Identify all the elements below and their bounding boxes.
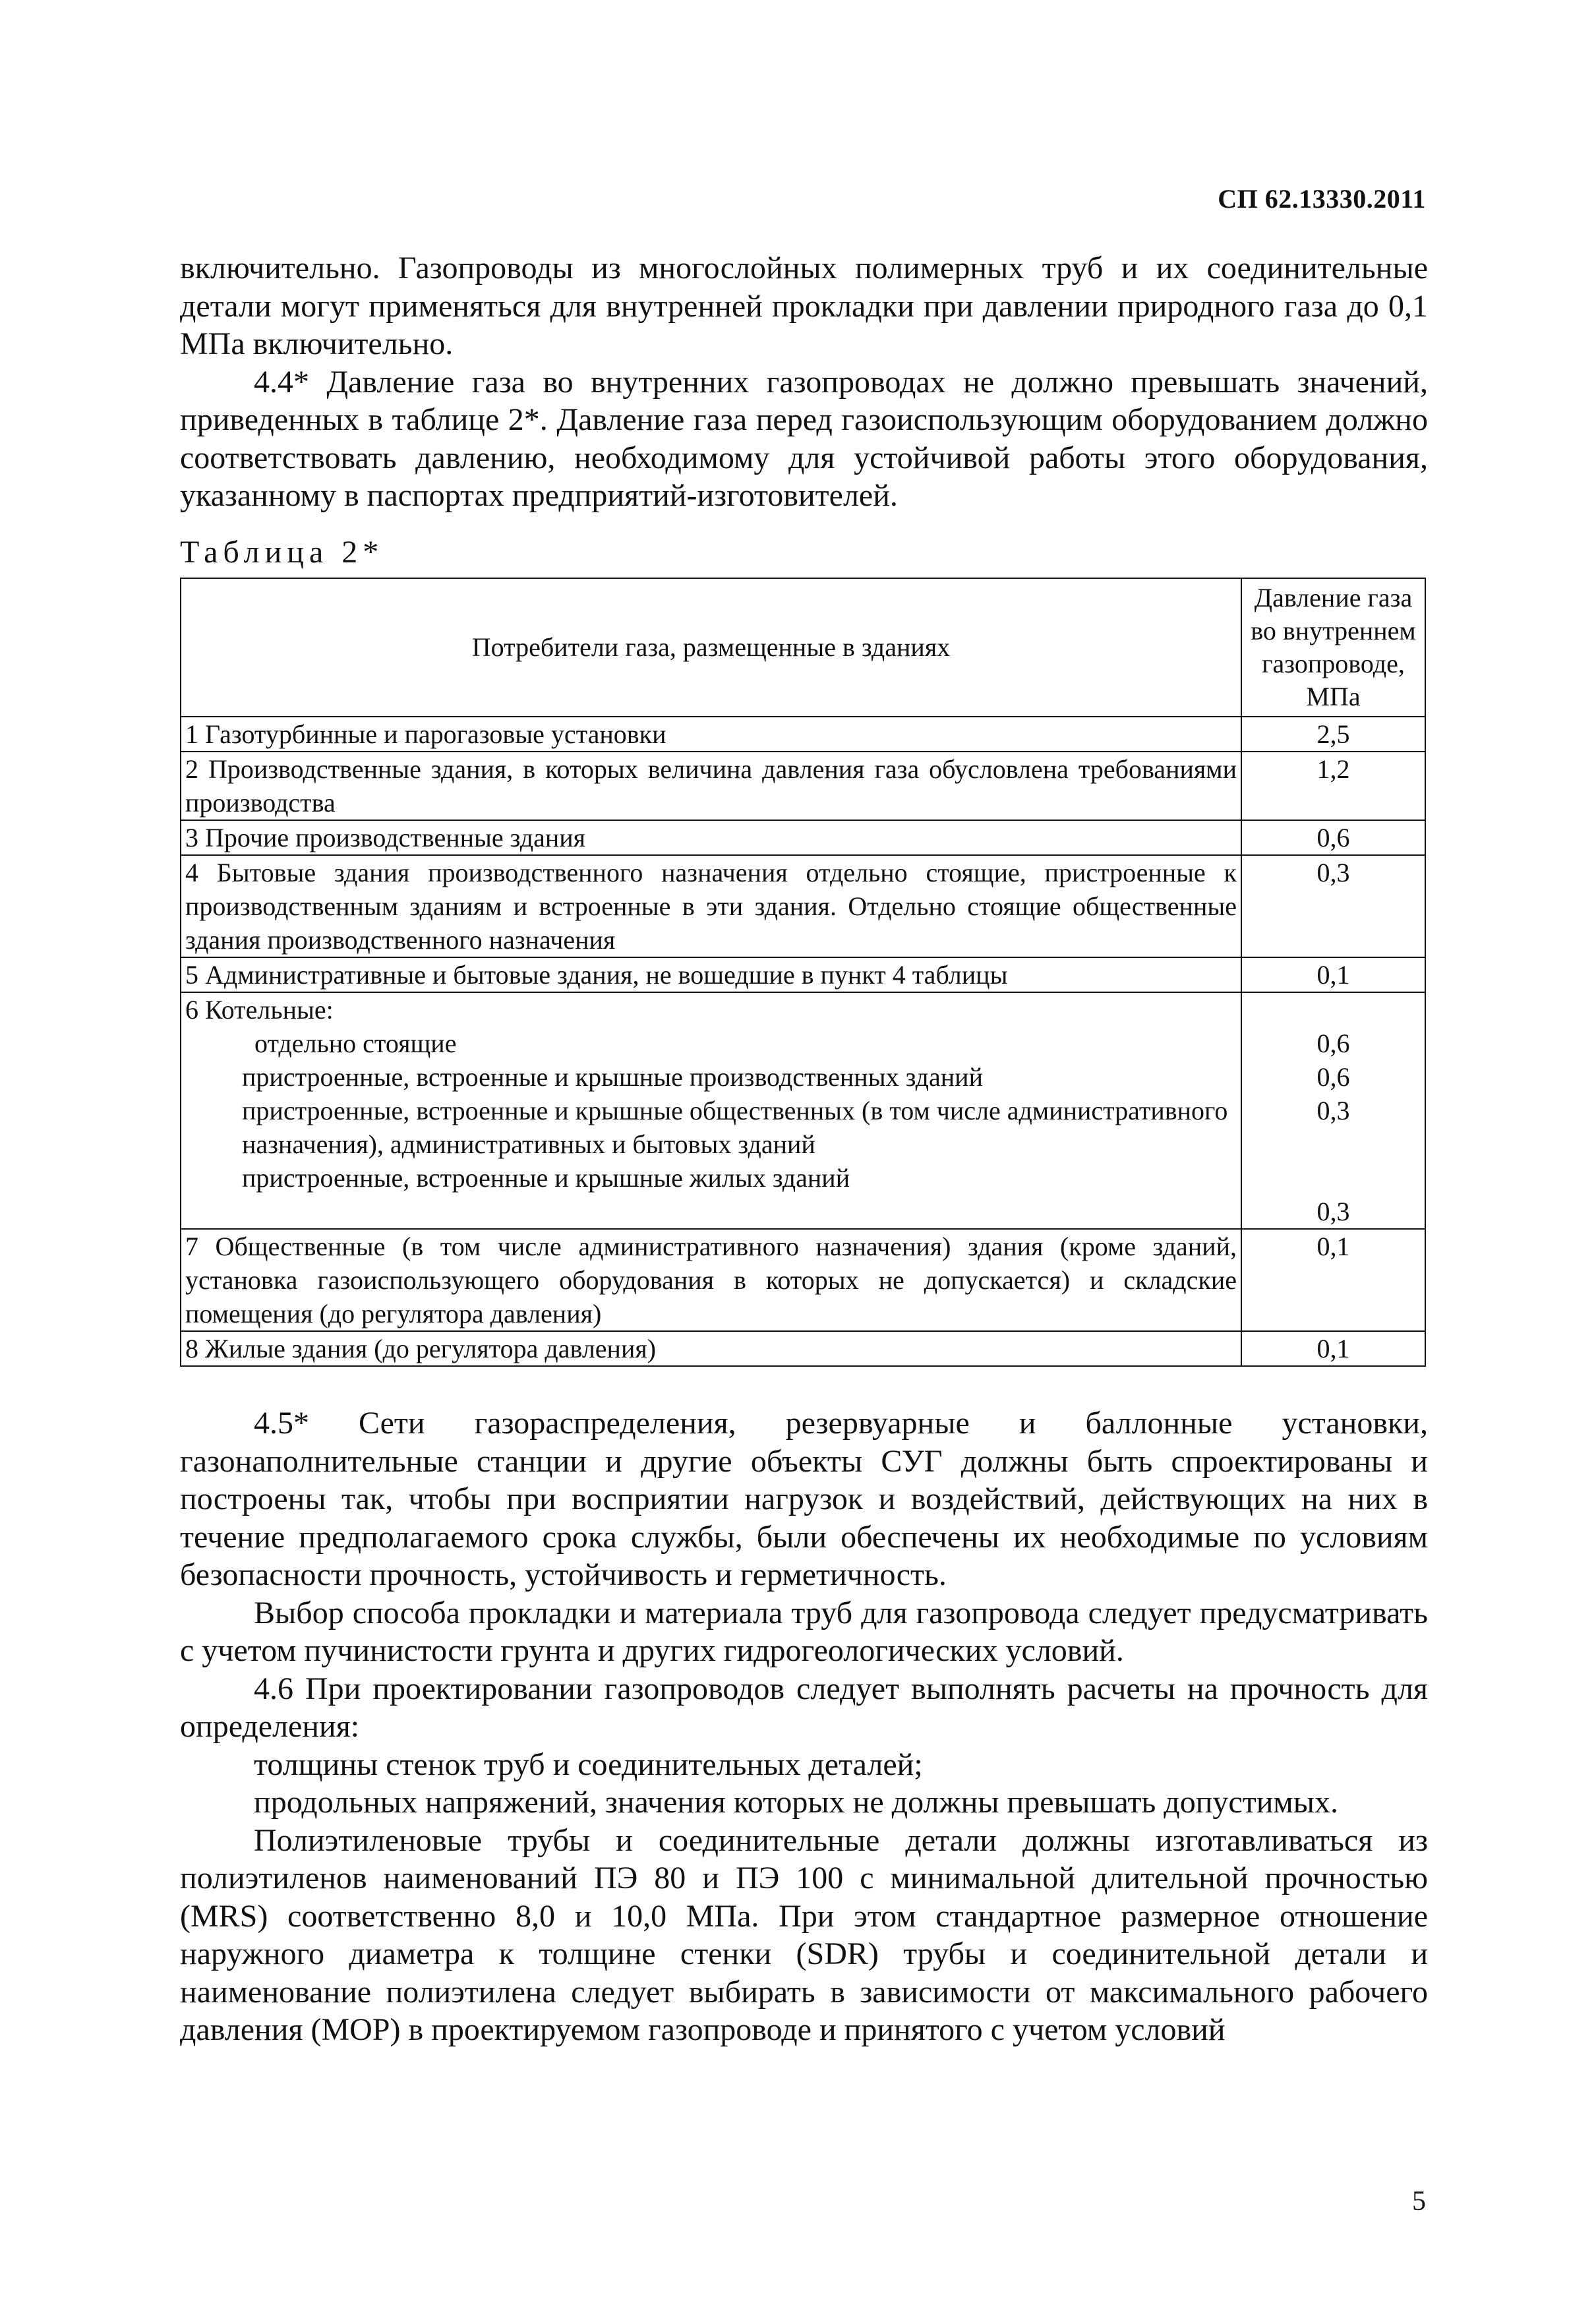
consumer-cell: 3 Прочие производственные здания <box>181 820 1241 855</box>
body-paragraph: 4.6 При проектировании газопроводов следует выполнять расчеты на прочность для определения: <box>180 1671 1428 1744</box>
pressure-cell: 0,6 <box>1241 820 1425 855</box>
consumer-cell: 4 Бытовые здания производственного назначения отдельно стоящие, пристроенные к производственным зданиям и встроенные в эти здания. Отдельно стоящие общественные здания производственного назначения <box>181 855 1241 957</box>
boiler-item-label: отдельно стоящие <box>254 1029 457 1058</box>
boiler-item-pressure: 0,6 <box>1316 1029 1350 1058</box>
intro-paragraph-2: 4.4* Давление газа во внутренних газопроводах не должно превышать значений, приведенных в таблице 2*. Давление газа перед газоиспользующим оборудованием должно соответствовать давлению, необходимому для устойчивой работы этого оборудования, указанному в паспортах предприятий-изготовителей. <box>180 364 1428 513</box>
pressure-cell: 0,3 <box>1241 855 1425 957</box>
body-paragraph: толщины стенок труб и соединительных деталей; <box>254 1746 923 1782</box>
consumer-cell: 2 Производственные здания, в которых величина давления газа обусловлена требованиями производства <box>181 752 1241 820</box>
table-row <box>181 820 1425 855</box>
boiler-item-label: пристроенные, встроенные и крышные производственных зданий <box>242 1062 983 1092</box>
boiler-item-pressure: 0,3 <box>1316 1096 1350 1125</box>
consumer-cell: 8 Жилые здания (до регулятора давления) <box>181 1331 1241 1366</box>
boiler-item-label: пристроенные, встроенные и крышные общественных (в том числе административного назначения), административных и бытовых зданий <box>242 1096 1228 1159</box>
body-paragraph: Полиэтиленовые трубы и соединительные детали должны изготавливаться из полиэтиленов наименований ПЭ 80 и ПЭ 100 с минимальной длительной прочностью (MRS) соответственно 8,0 и 10,0 МПа. При этом стандартное размерное отношение наружного диаметра к толщине стенки (SDR) трубы и соединительной детали и наименование полиэтилена следует выбирать в зависимости от максимального рабочего давления (MOP) в проектируемом газопроводе и принятого с учетом условий <box>180 1822 1428 2047</box>
pressure-cell: 1,2 <box>1241 752 1425 820</box>
consumer-cell: 5 Административные и бытовые здания, не вошедшие в пункт 4 таблицы <box>181 957 1241 992</box>
table-row <box>181 1331 1425 1366</box>
pressure-cell <box>1241 992 1425 1229</box>
body-text <box>180 1404 1428 2049</box>
boiler-item-pressure: 0,6 <box>1316 1062 1350 1092</box>
pressure-cell: 0,1 <box>1241 1331 1425 1366</box>
pressure-cell: 2,5 <box>1241 717 1425 752</box>
table-header-row <box>181 578 1425 717</box>
intro-text <box>180 249 1428 515</box>
header-pressure: Давление газа во внутреннем газопроводе, МПа <box>1241 578 1425 717</box>
table-row-boiler <box>181 992 1425 1229</box>
consumer-cell: 1 Газотурбинные и парогазовые установки <box>181 717 1241 752</box>
boiler-item-label: пристроенные, встроенные и крышные жилых зданий <box>242 1163 850 1193</box>
table-row <box>181 855 1425 957</box>
page-number: 5 <box>1412 2186 1426 2217</box>
boiler-title: 6 Котельные: <box>185 995 334 1025</box>
boiler-item-pressure: 0,3 <box>1316 1197 1350 1226</box>
table-row <box>181 717 1425 752</box>
table-caption: Таблица 2* <box>180 535 384 570</box>
pressure-cell: 0,1 <box>1241 1229 1425 1331</box>
intro-paragraph-1: включительно. Газопроводы из многослойных полимерных труб и их соединительные детали могут применяться для внутренней прокладки при давлении природного газа до 0,1 МПа включительно. <box>180 251 1428 361</box>
consumer-cell <box>181 992 1241 1229</box>
consumer-cell: 7 Общественные (в том числе административного назначения) здания (кроме зданий, установка газоиспользующего оборудования в которых не допускается) и складские помещения (до регулятора давления) <box>181 1229 1241 1331</box>
document-code: СП 62.13330.2011 <box>1218 184 1426 214</box>
gas-pressure-table <box>180 578 1426 1367</box>
body-paragraph: 4.5* Сети газораспределения, резервуарные и баллонные установки, газонаполнительные станции и другие объекты СУГ должны быть спроектированы и построены так, чтобы при восприятии нагрузок и воздействий, действующих на них в течение предполагаемого срока службы, были обеспечены их необходимые по условиям безопасности прочность, устойчивость и герметичность. <box>180 1406 1428 1592</box>
table-row <box>181 1229 1425 1331</box>
body-paragraph: продольных напряжений, значения которых не должны превышать допустимых. <box>254 1785 1339 1820</box>
table-row <box>181 752 1425 820</box>
pressure-cell: 0,1 <box>1241 957 1425 992</box>
table-row <box>181 957 1425 992</box>
header-consumers: Потребители газа, размещенные в зданиях <box>181 578 1241 717</box>
body-paragraph: Выбор способа прокладки и материала труб для газопровода следует предусматривать с учетом пучинистости грунта и других гидрогеологических условий. <box>180 1595 1428 1668</box>
